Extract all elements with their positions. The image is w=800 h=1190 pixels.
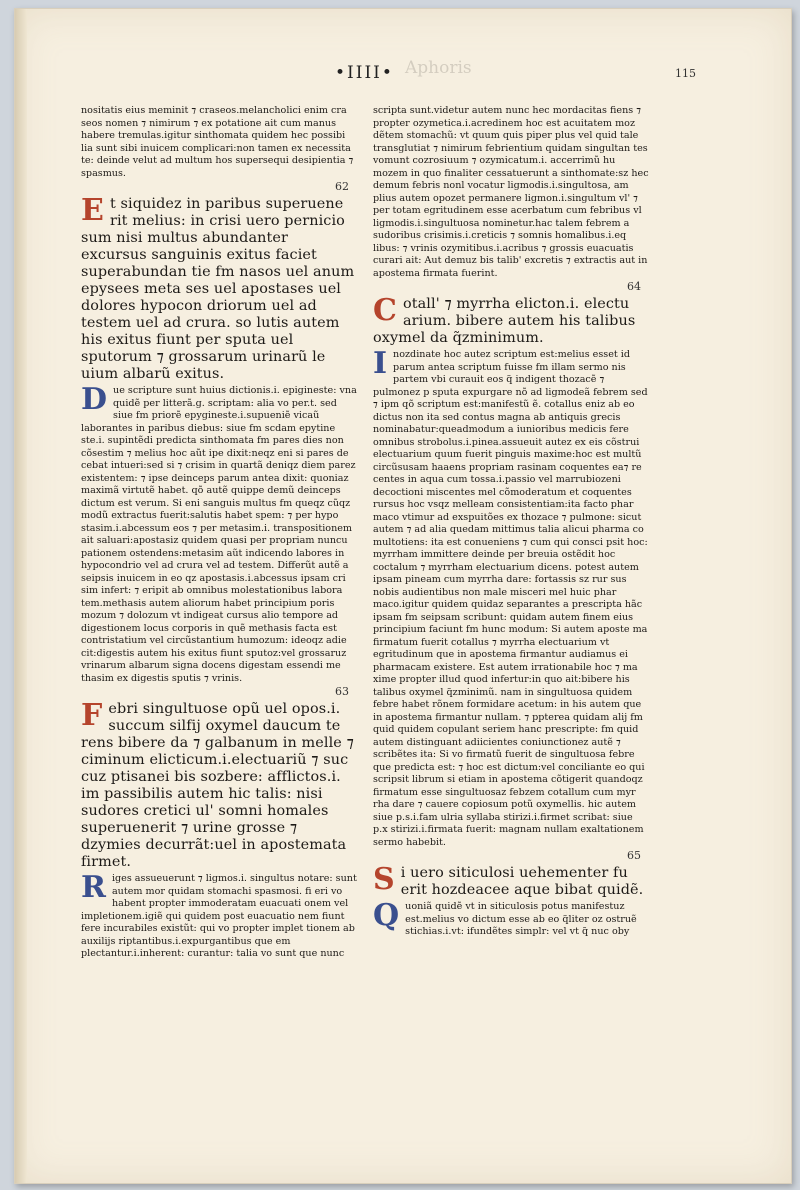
commentary-paragraph: scripta sunt.videtur autem nunc hec mordacitas fiens ⁊ propter ozymetica.i.acredinem hoc est acuitatem moz dẽtem stomachũ: vt quum quis piper plus vel quid tale transglutiat ⁊ nimirum febrientium quidam singultan tes vomunt cozrosiuum ⁊ ozymicatum.i. accerrimũ hu mozem in quo finaliter cessatuerunt a sinthomate:sz hec demum febris nonl vocatur ligmodis.i.singultosa, am plius autem opozet permanere ligmon.i.singultum vl' ⁊ per totam egritudinem esse acerbatum cum febribus vl ligmodis.i.singultuosa nominetur.hac talem febrem a sudoribus crisimis.i.creticis ⁊ somnis homalibus.i.eq libus: ⁊ vrinis ozymitibus.i.acribus ⁊ grossis euacuatis curari ait: Aut demuz bis talib' excretis ⁊ extractis aut in apostema firmata fuerint. [373,105,649,279]
aphorism-text [373,293,649,347]
red-initial: C [373,293,397,328]
blue-initial: Q [373,898,400,933]
right-column [373,105,649,941]
red-initial: E [81,193,104,228]
red-initial: F [81,698,103,733]
aphorism-number: 65 [627,849,641,862]
blue-initial: I [373,346,388,381]
commentary-paragraph: nositatis eius meminit ⁊ craseos.melancholici enim cra seos nomen ⁊ nimirum ⁊ ex potatione ait cum manus habere tremulas.igitur sinthomata quidem hec possibi lia sunt sibi inuicem complicari:non tamen ex necessita te: deinde velut ad multum hos supersequi desipientia ⁊ spasmus. [81,105,354,179]
aphorism-number: 62 [335,180,349,193]
page-spine [15,9,27,1183]
aphorism-body: i uero siticulosi uehementer fu erit hozdeacee aque bibat quidẽ. [400,865,644,898]
commentary-paragraph [373,346,649,849]
aphorism-body: ebri singultuose opũ uel opos.i. succum silfij oxymel daucum te rens bibere da ⁊ galbanum in melle ⁊ ciminum elicticum.i.electuariũ ⁊ suc cuz ptisanei bis sozbere: afflictos.i. im passibilis autem hic talis: nisi sudores cretici ul' somni homales superuenerit ⁊ urine grosse ⁊ dzymies decurrãt:uel in apostemata firmet. [81,701,354,870]
commentary-body: uoniã quidẽ vt in siticulosis potus manifestuz est.melius vo dictum esse ab eo q̃liter oz ostruẽ stichias.i.vt: ifundẽtes simplr: vel vt q̃ nuc oby [405,901,637,937]
aphorism-number: 64 [627,280,641,293]
aphorism-number: 63 [335,685,349,698]
show-through-text: Aphoris [405,58,472,78]
aphorism-body: t siquidez in paribus superuene rit melius: in crisi uero pernicio sum nisi multus abundanter excursus sanguinis exitus faciet superabundan tie fm nasos uel anum epysees meta ses uel apostases uel dolores hypocon driorum uel ad testem uel ad crura. so lutis autem his exitus fiunt per sputa uel sputorum ⁊ grossarum urinarũ le uium albarũ exitus. [81,196,355,382]
red-initial: S [373,862,395,897]
blue-initial: D [81,382,108,417]
folio-number: 115 [675,67,696,80]
running-head: •IIII• [335,63,394,83]
aphorism-body: otall' ⁊ myrrha elicton.i. electu arium. bibere autem his talibus oxymel da q̃zminimum. [373,296,636,346]
book-page [14,8,792,1184]
aphorism-text [373,862,649,899]
aphorism-text [81,193,357,383]
commentary-body: iges assueuerunt ⁊ ligmos.i. singultus notare: sunt autem mor quidam stomachi spasmosi. fi eri vo habent propter immoderatam euacuati onem vel impletionem.igiẽ qui quidem post euacuatio nem fiunt fere incurabiles existũt: qui vo propter implet tionem ab auxilijs riptantibus.i.expurgantibus que em plectantur.i.inherent: curantur: talia vo sunt que nunc [81,873,357,959]
commentary-paragraph [81,870,357,961]
blue-initial: R [81,870,106,905]
commentary-body: ue scripture sunt huius dictionis.i. epigineste: vna quidẽ per litterã.g. scriptam: alia vo per.t. sed siue fm priorẽ epygineste.i.supueniẽ vicaũ laborantes in paribus diebus: siue fm scdam epytine ste.i. supintẽdi predicta sinthomata fm pares dies non cõsestim ⁊ melius hoc aũt ipe dixit:neqz eni si pares de cebat intueri:sed si ⁊ crisim in quartã deniqz diem parez existentem: ⁊ ipse deinceps parum antea dixit: quoniaz maximã virtutẽ habet. qõ autẽ quippe demũ deinceps dictum est verum. Si eni sanguis multus fm queqz cũqz modũ extractus fuerit:salutis habet spem: ⁊ per hypo stasim.i.abcessum eos ⁊ per metasim.i. transpositionem ait saluari:apostasiz quidem quasi per propriam nuncu pationem ostendens:metasim aũt indicendo labores in hypocondrio vel ad crura vel ad testem. Differũt autẽ a seipsis inuicem in eo qz apostasis.i.abcessus ipsam cri sim infert: ⁊ eripit ab omnibus molestationibus labora tem.methasis autem aliorum habet principium poris mozum ⁊ dolozum vt indigeat cursus alio tempore ad digestionem locus corporis in quẽ methasis facta est contristatium vel circũstantium humozum: ideoqz adie cit:digestis autem his exitus fiunt sputoz:vel grossaruz vrinarum albarum signa docens digestam essendi me thasim ex digestis sputis ⁊ vrinis. [81,385,357,684]
aphorism-text [81,698,357,871]
commentary-paragraph [373,898,649,939]
commentary-body: nozdinate hoc autez scriptum est:melius esset id parum antea scriptum fuisse fm illam sermo nis partem vbi curauit eos q̃ indigent thozacẽ ⁊ pulmonez p sputa expurgare nõ ad ligmodeã febrem sed ⁊ ipm qõ scriptum est:manifestũ ẽ. cotallus eniz ab eo dictus non ita sed contus magna ab antiquis grecis nominabatur:queadmodum a iunioribus medicis fere omnibus strobolus.i.pinea.assueuit autez ex eis cõstrui electuarium quum fuerit pinguis maxime:hoc est multũ circũsusam haaens propriam rasinam coquentes ea⁊ re centes in aqua cum tossa.i.passio vel marrubiozeni decoctioni miscentes mel cõmoderatum et coquentes rursus hoc vsqz melleam consistentiam:ita facto phar maco vtimur ad exspuitões ex thozace ⁊ pulmone: sicut autem ⁊ ad alia quedam mittimus talia alicui pharma co multotiens: ita est conueniens ⁊ cum qui consci psit hoc: myrrham immittere deinde per breuia ostẽdit hoc coctalum ⁊ myrrham electuarium dicens. potest autem ipsam pineam cum myrrha dare: fortassis sz rur sus nobis audientibus non male misceri mel huic phar maco.igitur quidem quidaz separantes a prescripta hãc ipsam fm seipsam scribunt: quidam autem finem eius principium faciunt fm hunc modum: Si autem aposte ma firmatum fuerit cotallus ⁊ myrrha electuarium vt egritudinum que in apostema firmantur audiamus ei pharmacam existere. Est autem irrationabile hoc ⁊ ma xime propter illud quod infertur:in quo ait:bibere his talibus oxymel q̃zminimũ. nam in singultuosa quidem febre habet rõnem formidare acetum: in his autem que in apostema firmantur nullam. ⁊ ppterea quidam alij fm quid quidem copulant seriem hanc prescripte: fm quid autem distinguant adiicientes coniunctionez autẽ ⁊ scribẽtes ita: Si vo firmatũ fuerit de singultuosa febre que predicta est: ⁊ hoc est dictum:vel conciliante eo qui scripsit librum si etiam in apostema cõtigerit quandoqz firmatum esse singultuosaz febzem cotallum cum myr rha dare ⁊ cauere copiosum potũ oxymellis. hic autem siue p.s.i.fam ulria syllaba stirizi.i.firmet scribat: siue p.x stirizi.i.firmata fuerit: magnam nullam exaltationem sermo habebit. [373,349,648,848]
left-column [81,105,357,963]
commentary-paragraph [81,382,357,685]
